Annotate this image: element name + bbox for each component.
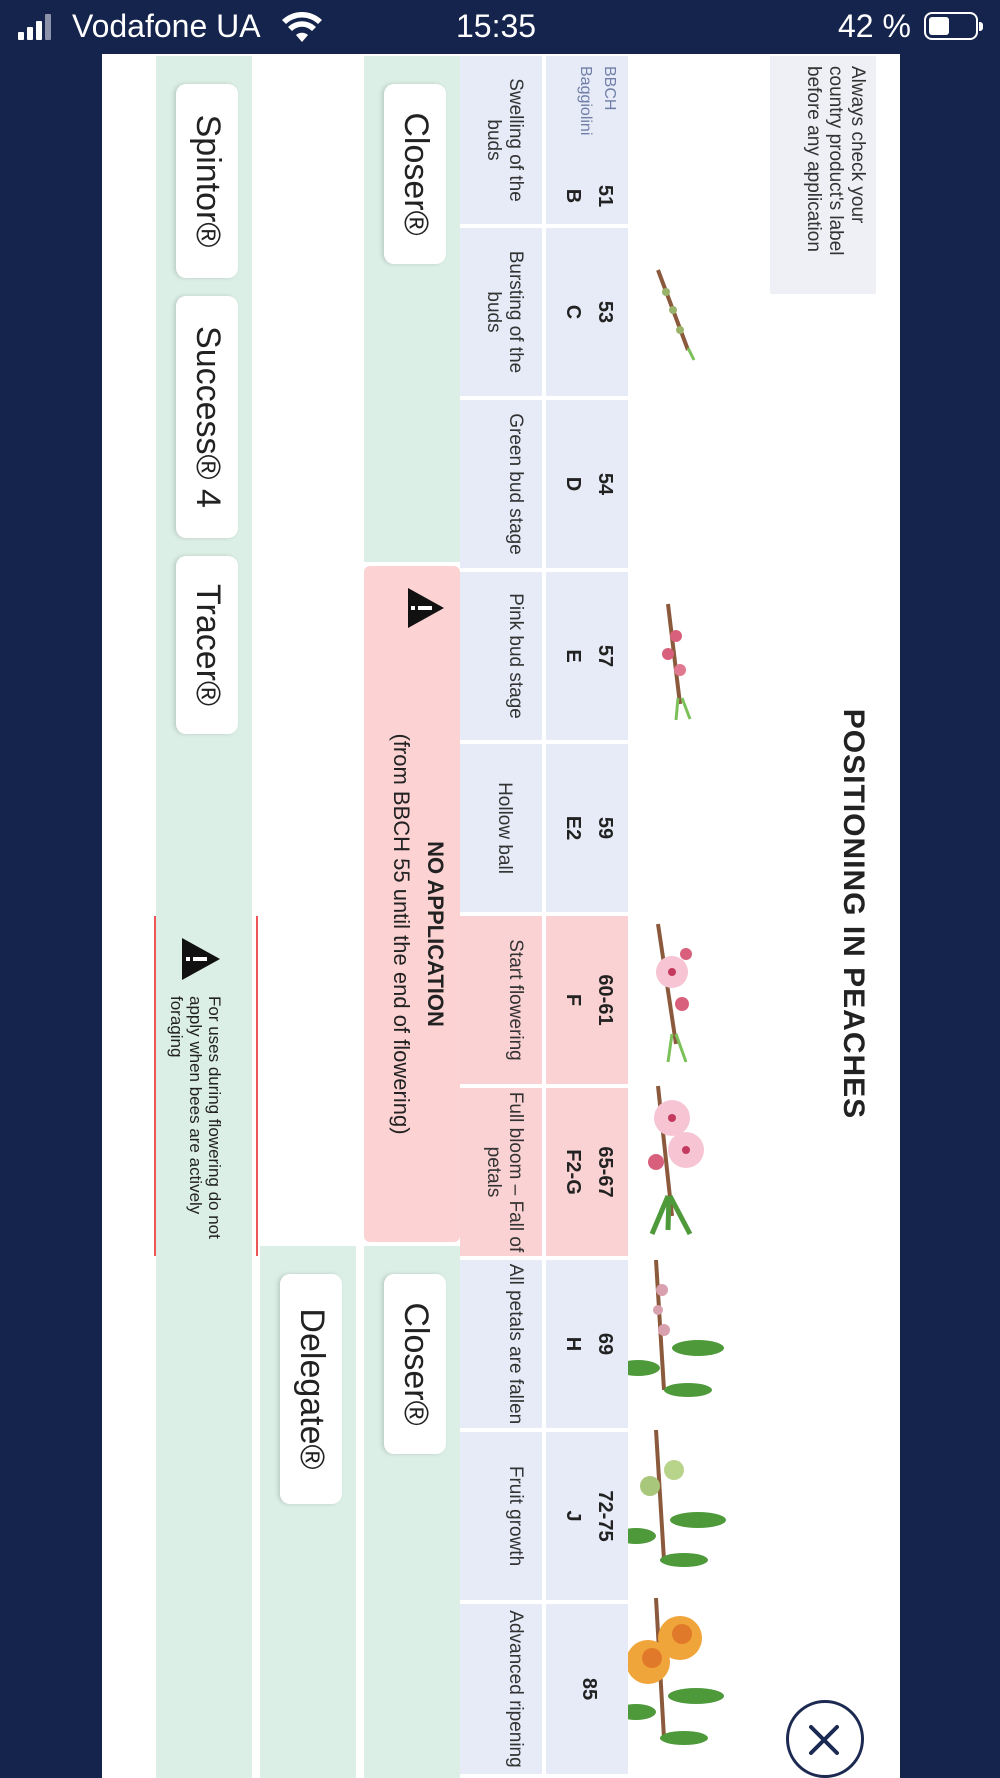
stage-code-cell — [546, 916, 628, 1084]
stage-name-cell: Advanced ripening — [460, 1604, 542, 1774]
baggiolini-code: J — [562, 1510, 584, 1522]
label-note: Always check your country product's label before any application — [770, 56, 876, 294]
baggiolini-code: H — [562, 1336, 584, 1352]
ripe-fruit-twig-icon — [618, 1578, 768, 1758]
bbch-code: 54 — [594, 472, 616, 496]
stage-name-cell: Swelling of the buds — [460, 56, 542, 224]
stage-code-cell — [546, 1260, 628, 1428]
battery-icon — [924, 12, 978, 40]
baggiolini-code: E — [562, 649, 584, 663]
baggiolini-code: F2-G — [562, 1149, 584, 1195]
stage-code-cell — [546, 1088, 628, 1256]
carrier-name: Vodafone UA — [72, 8, 261, 44]
delegate-product[interactable]: Delegate® — [280, 1274, 342, 1504]
wifi-icon — [280, 12, 324, 44]
stage-name-cell: Pink bud stage — [460, 572, 542, 740]
baggiolini-label: Baggiolini — [577, 66, 594, 136]
stage-code-cell — [546, 56, 628, 224]
baggiolini-code: B — [562, 188, 584, 204]
stage-code-cell — [546, 400, 628, 568]
battery-percent: 42 % — [838, 8, 911, 44]
stage-name-cell: Bursting of the buds — [460, 228, 542, 396]
stage-name-cell: Fruit growth — [460, 1432, 542, 1600]
bbch-code: 57 — [594, 644, 616, 668]
page-title: POSITIONING IN PEACHES — [837, 708, 870, 1120]
bee-warning — [160, 916, 240, 1256]
bbch-label: BBCH — [601, 66, 618, 111]
closer-pre-band — [364, 56, 460, 562]
chart-panel — [102, 54, 900, 1778]
bbch-code: 60-61 — [594, 974, 616, 1026]
stage-code-cell — [546, 572, 628, 740]
bbch-code: 59 — [594, 816, 616, 840]
stage-code-cell — [546, 1604, 628, 1774]
stage-name-cell: Full bloom – Fall of petals — [460, 1088, 542, 1256]
status-bar — [0, 0, 1000, 54]
warning-icon — [406, 586, 446, 630]
stage-name-cell: All petals are fallen — [460, 1260, 542, 1428]
delegate-band — [260, 1246, 356, 1778]
success-product[interactable]: Success® 4 — [176, 296, 238, 538]
rotated-content — [102, 54, 900, 1778]
clock: 15:35 — [456, 8, 537, 44]
tracer-product[interactable]: Tracer® — [176, 556, 238, 734]
bbch-code: 72-75 — [594, 1490, 616, 1542]
warning-icon — [180, 936, 222, 982]
closer-post-band — [364, 1246, 460, 1778]
stage-name-cell: Start flowering — [460, 916, 542, 1084]
baggiolini-code: F — [562, 993, 584, 1007]
signal-icon — [18, 14, 50, 40]
pink-bud-twig-icon — [618, 574, 768, 744]
flowering-marker-top — [256, 916, 258, 1256]
petal-fall-twig-icon — [618, 1240, 768, 1410]
flower-twig-icon — [618, 894, 768, 1064]
no-application-subtitle: (from BBCH 55 until the end of flowering) — [389, 733, 414, 1135]
stage-name-cell: Hollow ball — [460, 744, 542, 912]
close-button[interactable] — [786, 1700, 864, 1778]
bbch-code: 69 — [594, 1332, 616, 1356]
stage-code-cell — [546, 228, 628, 396]
bbch-code: 51 — [594, 184, 616, 208]
close-icon — [807, 1723, 841, 1757]
full-bloom-twig-icon — [618, 1066, 768, 1236]
stage-name-cell: Green bud stage — [460, 400, 542, 568]
bbch-code: 53 — [594, 300, 616, 324]
bbch-code: 85 — [578, 1677, 600, 1701]
no-application-banner — [364, 566, 460, 1242]
bee-warning-text: For uses during flowering do not apply when bees are actively foraging — [167, 996, 224, 1239]
stage-code-cell — [546, 1432, 628, 1600]
spintor-product[interactable]: Spintor® — [176, 84, 238, 278]
baggiolini-code: D — [562, 476, 584, 492]
baggiolini-code: E2 — [562, 815, 584, 841]
stage-code-cell — [546, 744, 628, 912]
bud-twig-icon — [618, 230, 768, 400]
flowering-marker-bottom — [154, 916, 156, 1256]
no-application-title: NO APPLICATION — [423, 841, 448, 1027]
bbch-code: 65-67 — [594, 1146, 616, 1198]
closer-post-product[interactable]: Closer® — [384, 1274, 446, 1454]
fruit-set-twig-icon — [618, 1410, 768, 1580]
closer-pre-product[interactable]: Closer® — [384, 84, 446, 264]
baggiolini-code: C — [562, 304, 584, 320]
